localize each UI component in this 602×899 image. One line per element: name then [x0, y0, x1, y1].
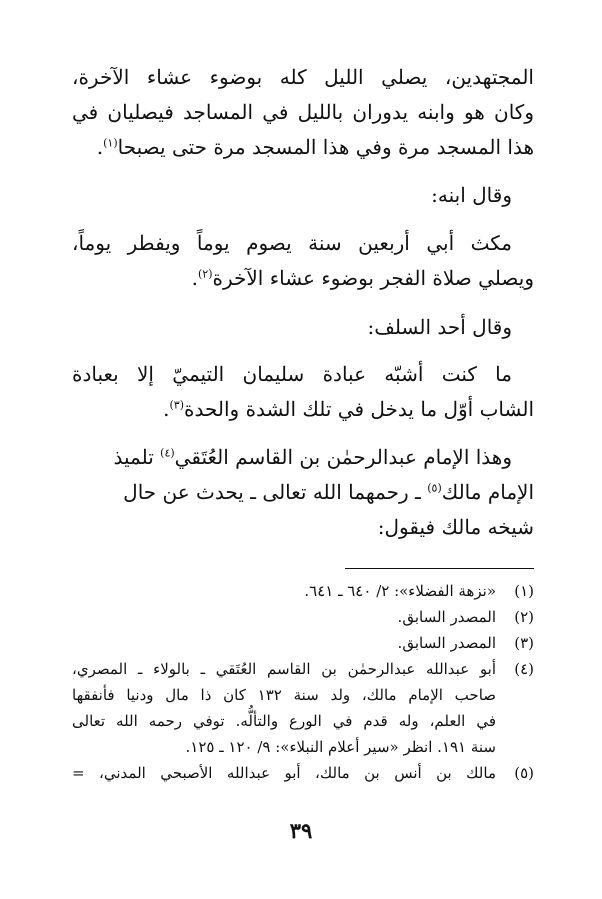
text-segment: .: [96, 135, 104, 159]
text-segment: هذا المسجد مرة وفي هذا المسجد مرة حتى يصبحا: [117, 135, 534, 159]
page-number: ٣٩: [289, 818, 313, 843]
footnote-text: مالك بن أنس بن مالك، أبو عبدالله الأصبحي المدني، =: [72, 764, 496, 782]
text-line: [72, 392, 534, 427]
footnote-number: (٤): [514, 660, 534, 678]
text-line: [72, 261, 534, 296]
footnote-item: [72, 630, 534, 656]
footnote-ref-1: (١): [103, 136, 118, 150]
footnote-text: «نزهة الفضلاء»: ٢/ ٦٤٠ ـ ٦٤١.: [304, 582, 496, 600]
text-line: [72, 130, 534, 165]
text-line: المجتهدين، يصلي الليل كله بوضوء عشاء الآخرة،: [72, 65, 534, 89]
footnote-item: [72, 604, 534, 630]
footnote-text: في العلم، وله قدم في الورع والتألُّه. توفي رحمه الله تعالى: [72, 712, 496, 730]
footnote-item: [72, 578, 534, 604]
text-segment: وهذا الإمام عبدالرحمٰن بن القاسم العُتَقي: [174, 445, 512, 469]
footnote-ref-3: (٣): [169, 398, 185, 412]
text-line: [72, 475, 534, 510]
text-segment: تلميذ: [113, 445, 154, 469]
footnote-number: (٢): [514, 608, 534, 626]
footnote-ref-5: (٥): [427, 481, 442, 495]
text-line: شيخه مالك فيقول:: [377, 515, 534, 539]
footnote-text: المصدر السابق.: [397, 608, 496, 626]
footnote-text: سنة ١٩١. انظر «سير أعلام النبلاء»: ٩/ ١٢٠ ـ ١٢٥.: [185, 738, 496, 756]
paragraph-5: [72, 357, 534, 427]
paragraph-4: [72, 310, 534, 345]
text-line: وكان هو وابنه يدوران بالليل في المساجد فيصليان في: [72, 100, 534, 124]
footnote-number: (٣): [514, 634, 534, 652]
text-segment: .: [163, 397, 170, 421]
text-segment: الإمام مالك: [441, 480, 534, 504]
footnotes: [72, 578, 534, 786]
text-line: [72, 440, 512, 475]
footnote-number: (١): [514, 582, 534, 600]
text-segment: ـ رحمهما الله تعالى ـ يحدث عن حال: [123, 480, 421, 504]
text-line: وقال أحد السلف:: [367, 315, 512, 339]
footnote-ref-2: (٢): [198, 267, 213, 281]
footnote-text: المصدر السابق.: [397, 634, 496, 652]
text-segment: الشاب أوّل ما يدخل في تلك الشدة والحدة: [184, 397, 534, 421]
footnote-text: صاحب الإمام مالك، ولد سنة ١٣٢ كان ذا مال ودنيا فأنفقها: [72, 686, 496, 704]
footnote-number: (٥): [514, 764, 534, 782]
paragraph-2: [72, 178, 534, 213]
paragraph-6: [72, 440, 534, 545]
text-line: مكث أبي أربعين سنة يصوم يوماً ويفطر يوماً،: [72, 231, 512, 255]
paragraph-1: [72, 60, 534, 165]
footnote-ref-4: (٤): [160, 446, 175, 460]
paragraph-3: [72, 226, 534, 296]
footnote-item: [72, 656, 534, 760]
footnote-divider: [345, 568, 534, 569]
text-line: وقال ابنه:: [431, 183, 512, 207]
text-segment: ويصلي صلاة الفجر بوضوء عشاء الآخرة: [212, 266, 534, 290]
text-segment: .: [191, 266, 198, 290]
text-line: ما كنت أشبّه عبادة سليمان التيميّ إلا بعبادة: [72, 362, 512, 386]
footnote-text: أبو عبدالله عبدالرحمٰن بن القاسم العُتَقي ـ بالولاء ـ المصري،: [72, 660, 496, 678]
footnote-item: [72, 760, 534, 786]
